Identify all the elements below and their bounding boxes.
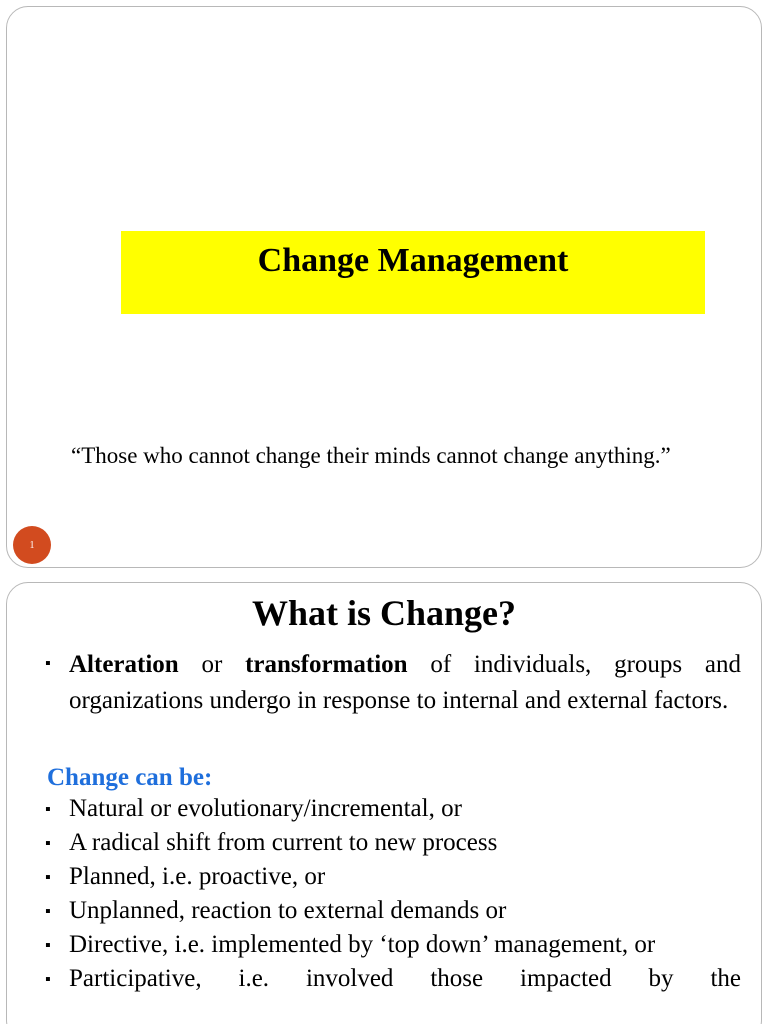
list-item <box>45 861 741 895</box>
definition-rest: of individuals, groups and organizations undergo in response to internal and external factors. <box>69 651 741 714</box>
definition-paragraph <box>45 647 741 719</box>
page-number: 1 <box>29 539 35 551</box>
square-bullet-icon: ▪ <box>45 655 51 672</box>
list-item-text: A radical shift from current to new process <box>69 829 498 856</box>
list-item <box>45 895 741 929</box>
list-item-text: Directive, i.e. implemented by ‘top down’ management, or <box>69 931 656 958</box>
list-item-text: Participative, i.e. involved those impacted by the <box>69 965 741 992</box>
title-highlight-box <box>121 231 705 314</box>
quote-text: “Those who cannot change their minds cannot change anything.” <box>71 443 671 468</box>
bold-term-alteration: Alteration <box>69 651 179 678</box>
list-item <box>45 827 741 861</box>
bold-term-transformation: transformation <box>245 651 408 678</box>
change-types-list <box>45 793 741 997</box>
page-number-badge <box>13 526 51 564</box>
square-bullet-icon: ▪ <box>45 835 51 852</box>
list-item-text: Planned, i.e. proactive, or <box>69 863 326 890</box>
list-item <box>45 929 741 963</box>
list-item <box>45 793 741 827</box>
square-bullet-icon: ▪ <box>45 801 51 818</box>
slide-heading: What is Change? <box>251 593 517 633</box>
connector-text: or <box>178 651 246 678</box>
slide-title: Change Management <box>257 241 569 279</box>
list-item <box>45 963 741 997</box>
definition-text <box>69 647 741 719</box>
list-item-text: Natural or evolutionary/incremental, or <box>69 795 462 822</box>
slide-2 <box>6 582 762 1024</box>
slide-1 <box>6 6 762 568</box>
square-bullet-icon: ▪ <box>45 869 51 886</box>
list-item-text: Unplanned, reaction to external demands or <box>69 897 507 924</box>
square-bullet-icon: ▪ <box>45 903 51 920</box>
square-bullet-icon: ▪ <box>45 937 51 954</box>
square-bullet-icon: ▪ <box>45 971 51 988</box>
subheading: Change can be: <box>47 764 213 791</box>
